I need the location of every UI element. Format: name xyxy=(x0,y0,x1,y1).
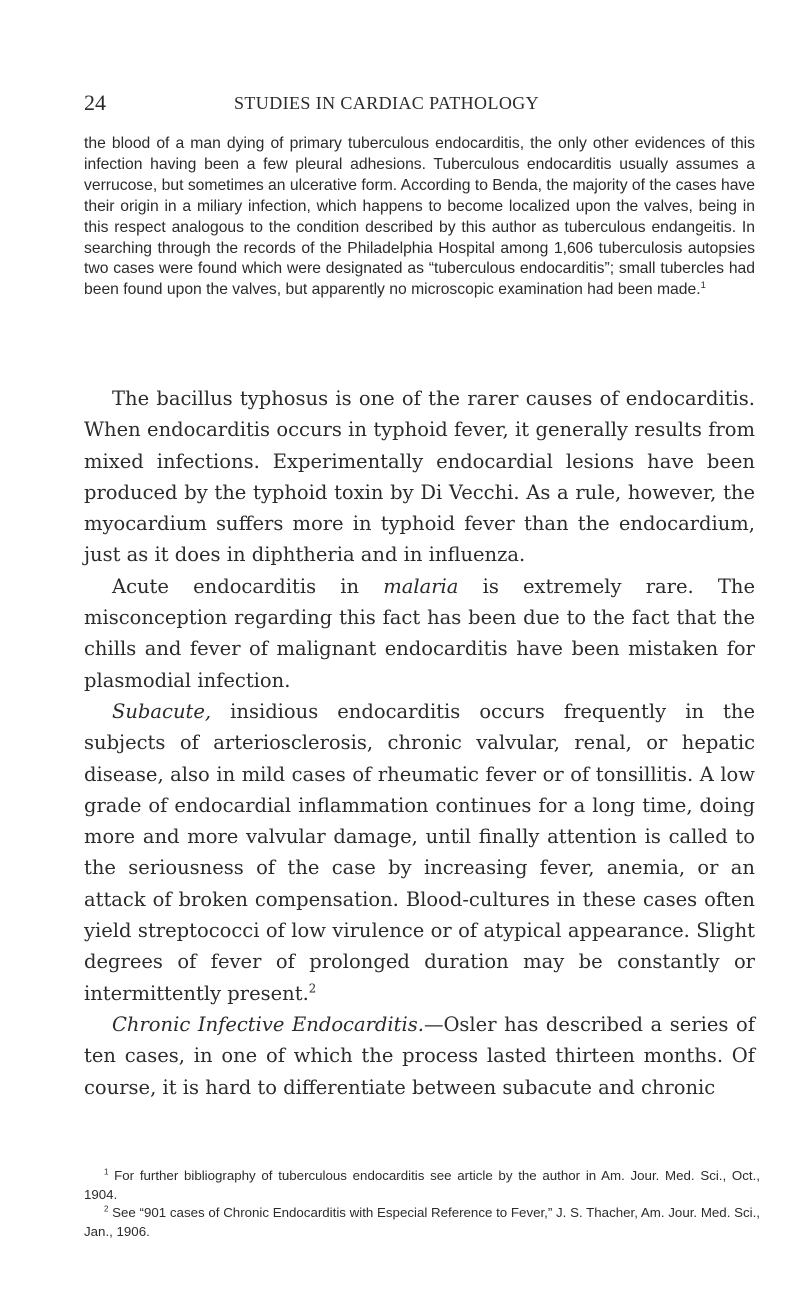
intro-paragraph-text: the blood of a man dying of primary tuberculous endocarditis, the only other evidences of this infection having been a few pleural adhesions. Tuberculous endocarditis usually assumes a verrucose, but sometimes an ulcerative form. According to Benda, the majority of the cases have their origin in a miliary infection, which happens to become localized upon the valves, being in this respect analogous to the condition described by this author as tuberculous endangeitis. In searching through the records of the Philadelphia Hospital among 1,606 tuberculosis autopsies two cases were found which were designated as “tuberculous endocarditis”; small tubercles had been found upon the valves, but apparently no microscopic examination had been made. xyxy=(84,135,755,299)
chronic-heading: Chronic Infective Endocarditis. xyxy=(112,1012,424,1036)
footnote-ref-1: 1 xyxy=(700,279,706,291)
main-text xyxy=(84,383,755,1103)
page-number: 24 xyxy=(84,90,106,115)
footnote-2-mark: 2 xyxy=(104,1204,109,1214)
subacute-term: Subacute, xyxy=(112,699,212,723)
paragraph-typhoid-text: The bacillus typhosus is one of the rarer causes of endocarditis. When endocarditis occurs in typhoid fever, it generally results from mixed infections. Experimentally endocardial lesions have been produced by the typhoid toxin by Di Vecchi. As a rule, however, the myocardium suffers more in typhoid fever than the endocardium, just as it does in diphtheria and in influenza. xyxy=(84,387,755,567)
footnote-2-text: See “901 cases of Chronic Endocarditis with Especial Reference to Fever,” J. S. Thacher, Am. Jour. Med. Sci., Jan., 1906. xyxy=(84,1205,760,1239)
footnote-2 xyxy=(84,1204,760,1241)
footnote-ref-2: 2 xyxy=(308,981,317,996)
footnote-1-mark: 1 xyxy=(104,1167,109,1177)
paragraph-chronic-text: —Osler has described a series of ten cases, in one of which the process lasted thirteen months. Of course, it is hard to differentiate between subacute and chronic xyxy=(84,1012,756,1099)
paragraph-subacute-text: insidious endocarditis occurs frequently in the subjects of arteriosclerosis, chronic valvular, renal, or hepatic disease, also in mild cases of rheumatic fever or of tonsillitis. A low grade of endocardial inflammation continues for a long time, doing more and more valvular damage, until finally attention is called to the seriousness of the case by increasing fever, anemia, or an attack of broken compensation. Blood-cultures in these cases often yield streptococci of low virulence or of atypical appearance. Slight degrees of fever of prolonged duration may be constantly or intermittently present. xyxy=(84,699,755,1005)
footnote-1 xyxy=(84,1167,760,1204)
running-head: STUDIES IN CARDIAC PATHOLOGY xyxy=(234,93,540,113)
page-header xyxy=(84,88,759,118)
paragraph-malaria xyxy=(84,571,755,696)
paragraph-malaria-start: Acute endocarditis in xyxy=(112,574,384,598)
footnote-1-text: For further bibliography of tuberculous endocarditis see article by the author in Am. Jour. Med. Sci., Oct., 1904. xyxy=(84,1168,760,1202)
paragraph-typhoid xyxy=(84,383,755,571)
paragraph-malaria-end: is extremely rare. The misconception regarding this fact has been due to the fact that the chills and fever of malignant endocarditis have been mistaken for plasmodial infection. xyxy=(84,574,755,692)
paragraph-chronic xyxy=(84,1009,755,1103)
malaria-term: malaria xyxy=(383,574,459,598)
intro-paragraph xyxy=(84,134,755,301)
paragraph-subacute xyxy=(84,696,755,1009)
footnotes xyxy=(84,1167,760,1241)
